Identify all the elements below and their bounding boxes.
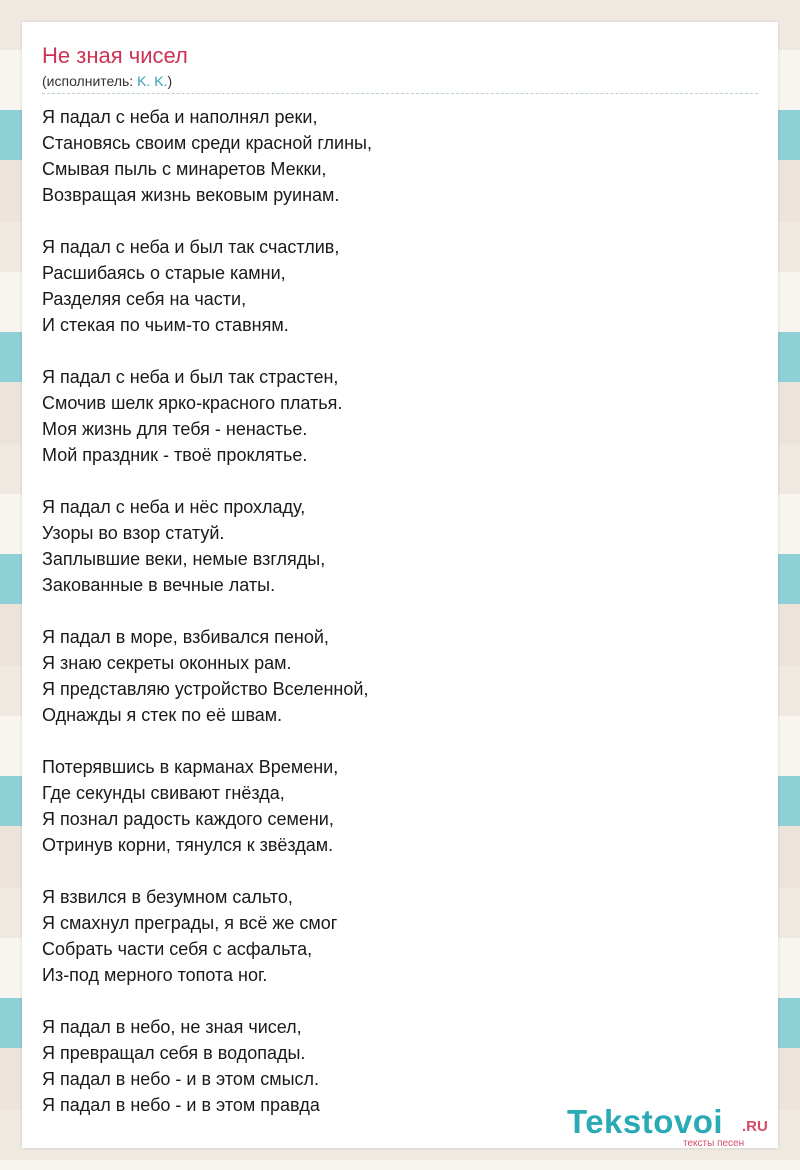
lyric-line: Я превращал себя в водопады. — [42, 1043, 306, 1063]
site-logo[interactable] — [567, 1104, 777, 1152]
stanza-3 — [42, 364, 742, 494]
lyric-line: Однажды я стек по её швам. — [42, 705, 283, 725]
lyric-line: Разделяя себя на части, — [42, 289, 247, 309]
performer-prefix: (исполнитель: — [42, 73, 138, 89]
lyric-line: Я падал с неба и нёс прохладу, — [42, 497, 306, 517]
lyric-line: Я падал в море, взбивался пеной, — [42, 627, 329, 647]
lyric-line: Отринув корни, тянулся к звёздам. — [42, 835, 334, 855]
title-divider — [42, 93, 758, 94]
lyric-line: Заплывшие веки, немые взгляды, — [42, 549, 326, 569]
song-title: Не зная чисел — [42, 43, 188, 68]
lyric-line: Потерявшись в карманах Времени, — [42, 757, 339, 777]
stanza-4 — [42, 494, 742, 624]
stanza-2 — [42, 234, 742, 364]
lyric-line: Из-под мерного топота ног. — [42, 965, 268, 985]
logo-name: Tekstovoi — [567, 1103, 724, 1140]
lyric-line: Я падал в небо, не зная чисел, — [42, 1017, 302, 1037]
lyric-line: Я представляю устройство Вселенной, — [42, 679, 369, 699]
lyric-line: Мой праздник - твоё проклятье. — [42, 445, 308, 465]
lyric-line: Я падал с неба и наполнял реки, — [42, 107, 318, 127]
lyric-line: Расшибаясь о старые камни, — [42, 263, 286, 283]
lyrics-card — [22, 22, 778, 1148]
stanza-6 — [42, 754, 742, 884]
performer-line — [42, 72, 172, 90]
performer-suffix: ) — [167, 73, 173, 89]
lyric-line: Я знаю секреты оконных рам. — [42, 653, 292, 673]
lyric-line: Собрать части себя с асфальта, — [42, 939, 313, 959]
lyric-line: Моя жизнь для тебя - ненастье. — [42, 419, 308, 439]
logo-tagline: тексты песен — [683, 1138, 745, 1149]
lyric-line: Возвращая жизнь вековым руинам. — [42, 185, 340, 205]
lyric-line: Смывая пыль с минаретов Мекки, — [42, 159, 327, 179]
lyric-line: Я падал в небо - и в этом правда — [42, 1095, 320, 1115]
lyric-line: Закованные в вечные латы. — [42, 575, 276, 595]
performer-link[interactable]: K. K. — [137, 73, 168, 89]
stanza-7 — [42, 884, 742, 1014]
lyric-line: Я падал в небо - и в этом смысл. — [42, 1069, 320, 1089]
lyric-line: Где секунды свивают гнёзда, — [42, 783, 285, 803]
lyric-line: Я взвился в безумном сальто, — [42, 887, 293, 907]
lyric-line: И стекая по чьим-то ставням. — [42, 315, 289, 335]
lyric-line: Я падал с неба и был так счастлив, — [42, 237, 340, 257]
lyric-line: Становясь своим среди красной глины, — [42, 133, 372, 153]
logo-tld: .RU — [742, 1118, 768, 1135]
stanza-5 — [42, 624, 742, 754]
lyric-line: Смочив шелк ярко-красного платья. — [42, 393, 343, 413]
stanza-1 — [42, 104, 742, 234]
lyric-line: Я смахнул преграды, я всё же смог — [42, 913, 338, 933]
lyric-line: Я познал радость каждого семени, — [42, 809, 334, 829]
lyric-line: Я падал с неба и был так страстен, — [42, 367, 339, 387]
lyric-line: Узоры во взор статуй. — [42, 523, 225, 543]
lyrics-text — [42, 104, 742, 1144]
